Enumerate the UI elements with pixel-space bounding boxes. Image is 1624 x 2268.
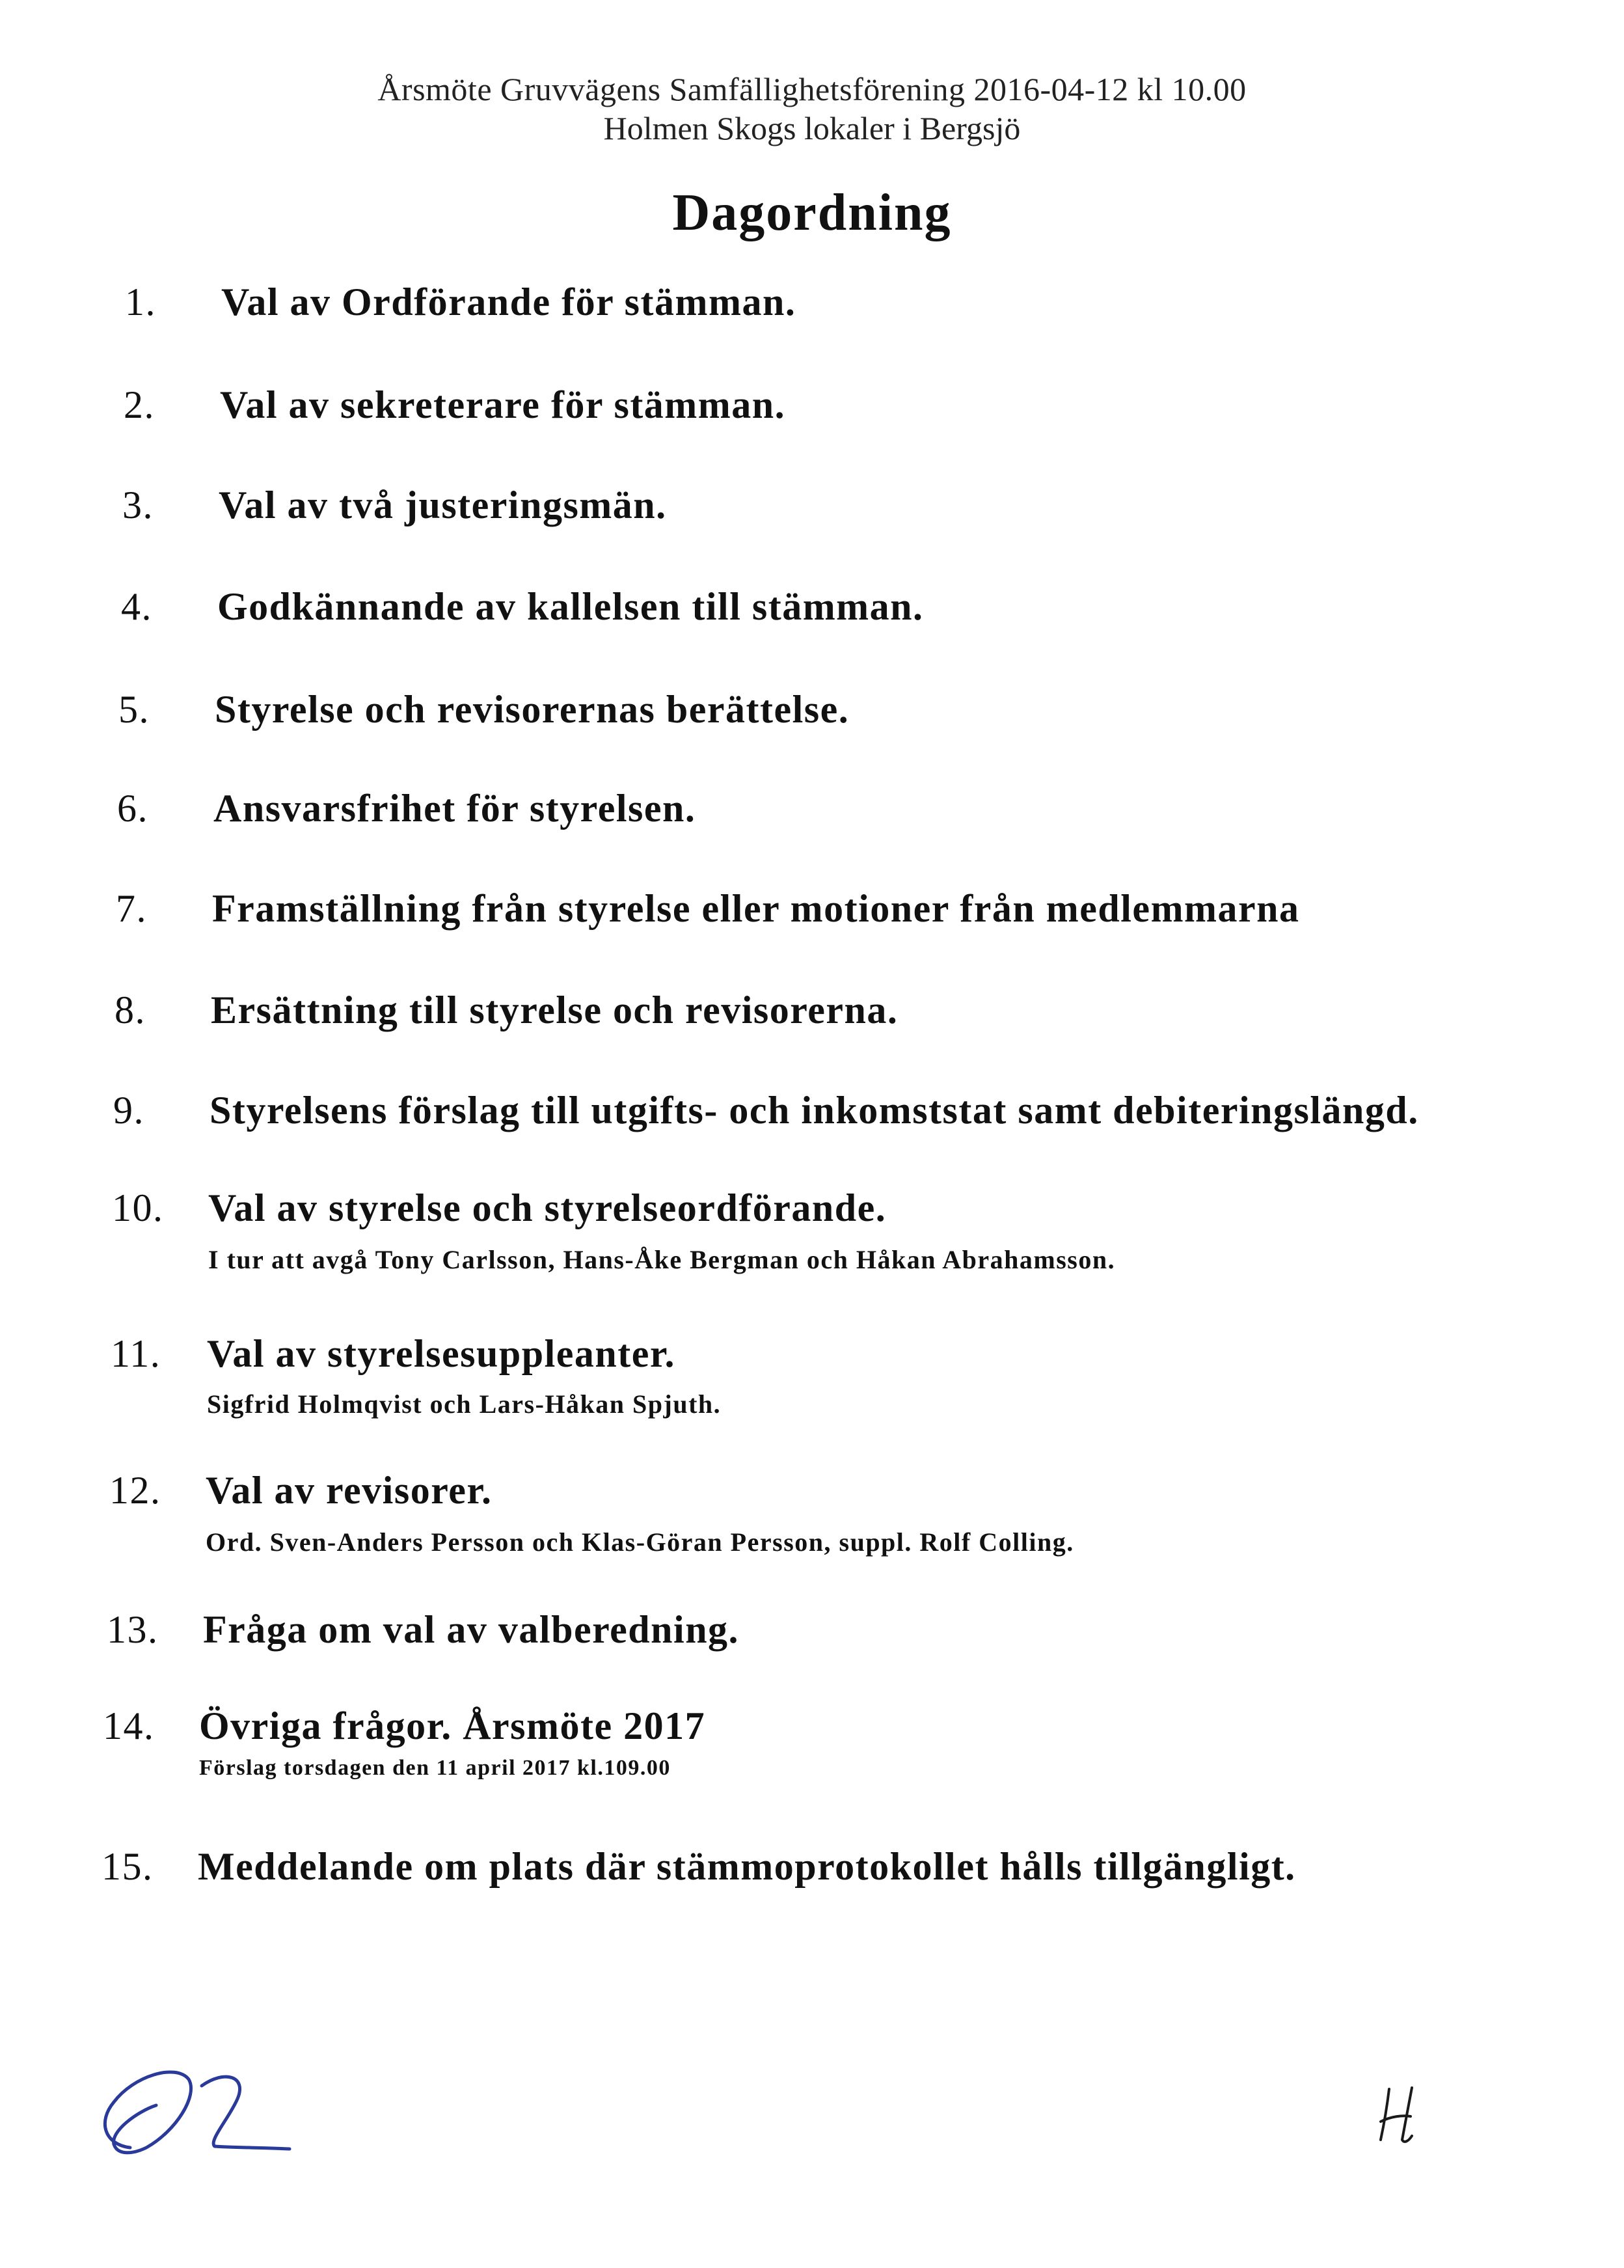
agenda-item-5 xyxy=(118,687,850,732)
item-number: 13. xyxy=(107,1608,159,1651)
item-text: Övriga frågor. Årsmöte 2017 xyxy=(199,1704,706,1747)
item-subtext: Förslag torsdagen den 11 april 2017 kl.109.00 xyxy=(199,1756,671,1780)
item-number: 12. xyxy=(109,1469,161,1512)
agenda-item-3 xyxy=(122,483,667,528)
agenda-item-13 xyxy=(107,1607,740,1652)
agenda-item-2 xyxy=(124,383,786,428)
agenda-item-11 xyxy=(111,1332,722,1419)
item-text: Meddelande om plats där stämmoprotokollet hålls tillgängligt. xyxy=(198,1845,1296,1888)
item-number: 1. xyxy=(125,280,156,323)
agenda-item-8 xyxy=(115,988,899,1033)
header-line-2: Holmen Skogs lokaler i Bergsjö xyxy=(603,110,1021,146)
item-text: Val av sekreterare för stämman. xyxy=(220,383,786,426)
item-number: 9. xyxy=(113,1089,144,1132)
item-number: 14. xyxy=(103,1704,155,1747)
item-text: Godkännande av kallelsen till stämman. xyxy=(217,585,924,628)
item-text: Val av två justeringsmän. xyxy=(219,484,667,526)
agenda-item-15 xyxy=(102,1844,1296,1889)
item-subtext: I tur att avgå Tony Carlsson, Hans-Åke Bergman och Håkan Abrahamsson. xyxy=(208,1245,1116,1274)
item-text: Val av styrelsesuppleanter. xyxy=(207,1332,676,1375)
item-text: Val av styrelse och styrelseordförande. xyxy=(208,1186,887,1229)
item-text: Framställning från styrelse eller motioner från medlemmarna xyxy=(212,887,1300,930)
item-text: Ansvarsfrihet för styrelsen. xyxy=(213,787,696,830)
item-number: 7. xyxy=(116,887,147,930)
agenda-item-6 xyxy=(117,786,696,831)
item-number: 6. xyxy=(117,787,148,830)
item-subtext: Sigfrid Holmqvist och Lars-Håkan Spjuth. xyxy=(207,1389,722,1419)
item-number: 3. xyxy=(122,484,154,526)
agenda-item-9 xyxy=(113,1088,1419,1133)
signature-right-initial xyxy=(1373,2076,1425,2148)
item-number: 5. xyxy=(118,688,150,731)
item-text: Styrelsens förslag till utgifts- och inkomststat samt debiteringslängd. xyxy=(210,1089,1419,1132)
page-title: Dagordning xyxy=(672,184,952,241)
signature-left-initials xyxy=(85,2050,299,2174)
item-text: Ersättning till styrelse och revisorerna. xyxy=(211,989,899,1032)
header-line-1: Årsmöte Gruvvägens Samfällighetsförening 2016-04-12 kl 10.00 xyxy=(377,71,1247,107)
agenda-item-10 xyxy=(112,1186,1116,1274)
item-subtext: Ord. Sven-Anders Persson och Klas-Göran Persson, suppl. Rolf Colling. xyxy=(206,1527,1074,1557)
item-text: Val av revisorer. xyxy=(206,1469,493,1512)
item-number: 4. xyxy=(121,585,152,628)
item-number: 15. xyxy=(102,1845,154,1888)
item-text: Styrelse och revisorernas berättelse. xyxy=(215,688,850,731)
item-text: Val av Ordförande för stämman. xyxy=(221,280,796,323)
item-number: 11. xyxy=(111,1332,161,1375)
agenda-item-4 xyxy=(121,584,924,629)
agenda-item-12 xyxy=(109,1468,1074,1557)
agenda-item-7 xyxy=(116,886,1300,931)
agenda-item-1 xyxy=(125,280,796,325)
item-number: 2. xyxy=(124,383,155,426)
item-number: 8. xyxy=(115,989,146,1032)
agenda-item-14 xyxy=(103,1704,706,1780)
item-number: 10. xyxy=(112,1186,164,1229)
item-text: Fråga om val av valberedning. xyxy=(203,1608,740,1651)
